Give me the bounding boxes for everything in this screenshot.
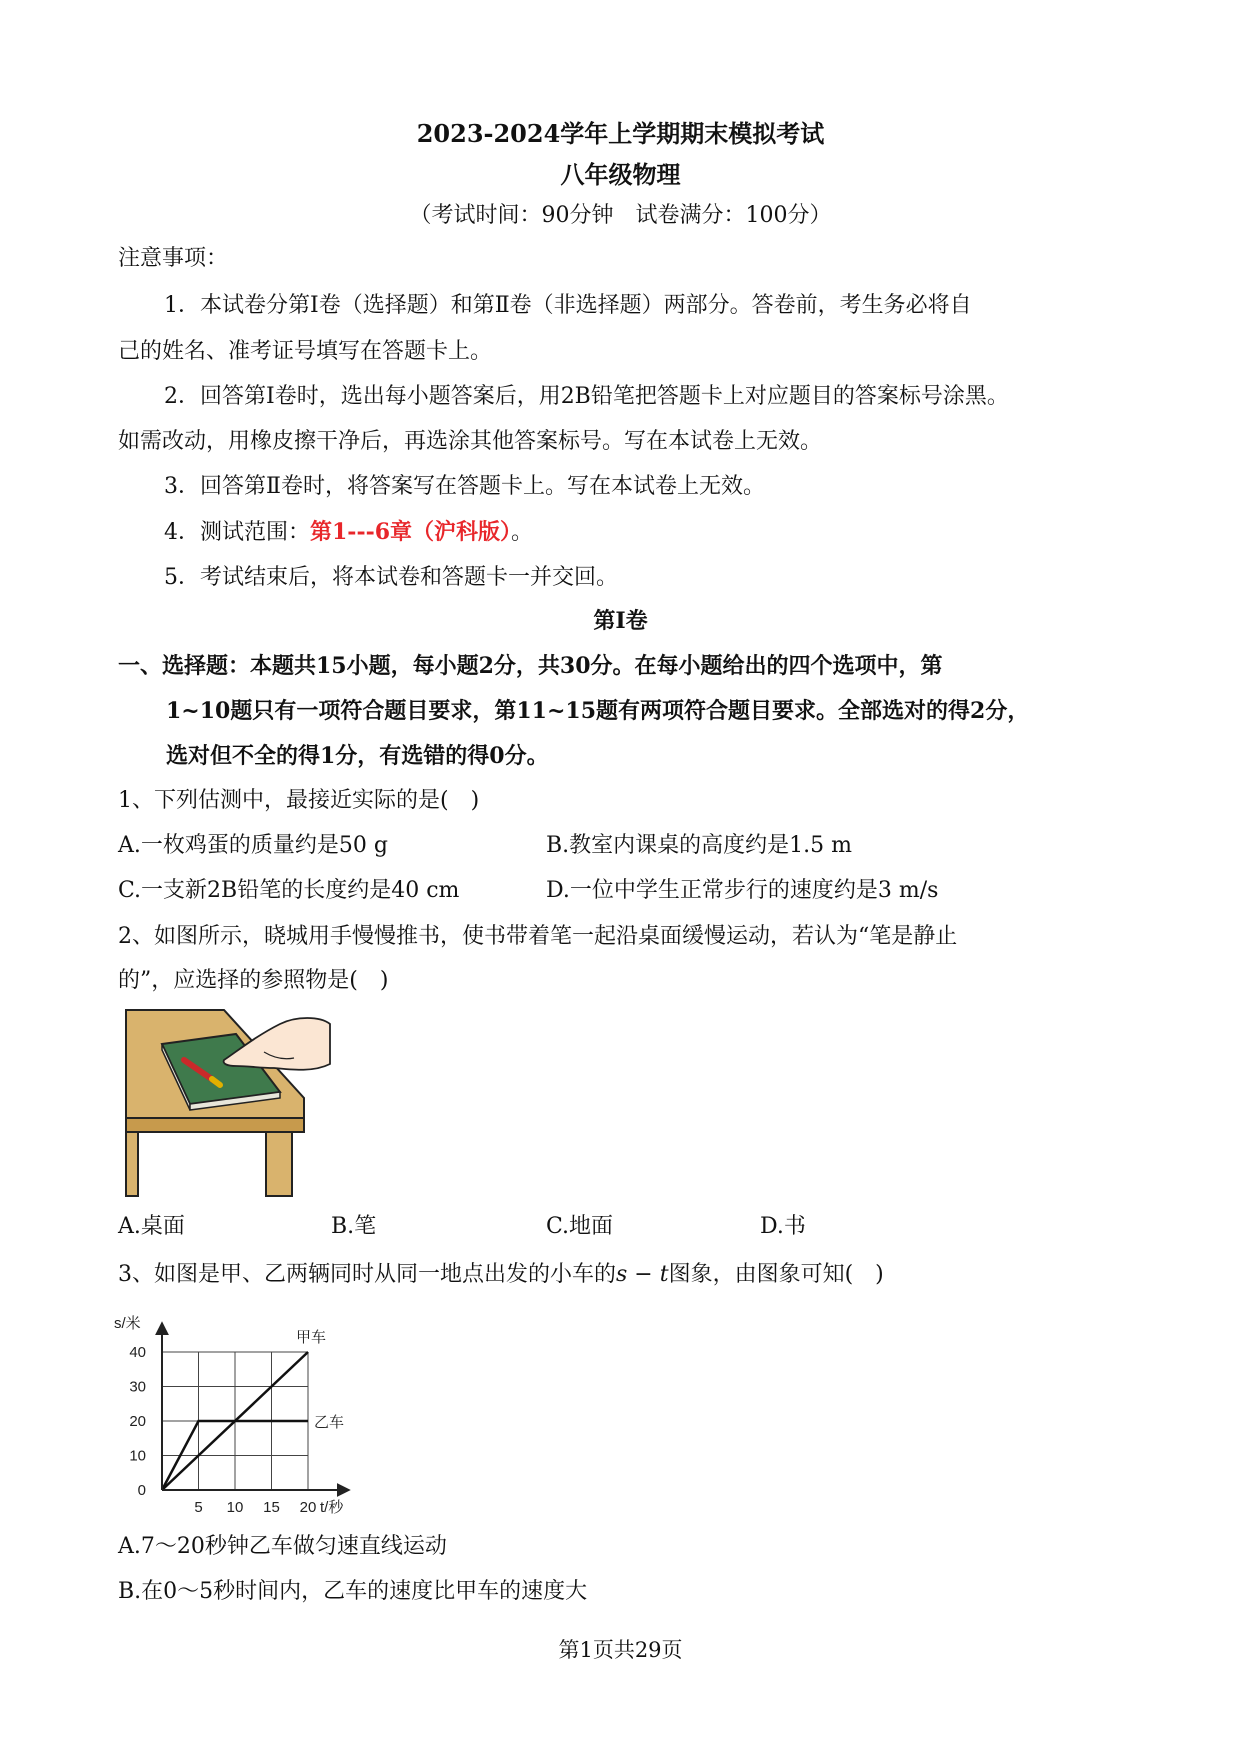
x-tick-label: 10 — [226, 1499, 244, 1516]
q3-stem-suffix: 图象，由图象可知( ) — [668, 1262, 884, 1287]
q1-stem: 1、下列估测中，最接近实际的是( ) — [118, 788, 480, 813]
q1-option-d: D.一位中学生正常步行的速度约是3 m/s — [546, 878, 939, 903]
x-tick-label: 15 — [263, 1499, 280, 1516]
q2-stem-line-1: 2、如图所示，晓城用手慢慢推书，使书带着笔一起沿桌面缓慢运动，若认为“笔是静止 — [118, 924, 958, 949]
y-tick-label: 10 — [129, 1447, 146, 1465]
section-instructions-1: 一、选择题：本题共15小题，每小题2分，共30分。在每小题给出的四个选项中，第 — [118, 653, 943, 679]
q2-option-d: D.书 — [760, 1214, 806, 1239]
note-2-line-2: 如需改动，用橡皮擦干净后，再选涂其他答案标号。写在本试卷上无效。 — [118, 429, 823, 454]
x-axis-label: t/秒 — [320, 1499, 344, 1516]
note-4-suffix: 。 — [511, 520, 534, 545]
y-tick-label: 30 — [129, 1378, 146, 1396]
q3-stem-prefix: 3、如图是甲、乙两辆同时从同一地点出发的小车的 — [118, 1262, 616, 1287]
note-4 — [164, 517, 533, 548]
q1-option-a: A.一枚鸡蛋的质量约是50 g — [118, 833, 388, 858]
q1-option-b: B.教室内课桌的高度约是1.5 m — [546, 833, 853, 858]
desk-book-pen-figure — [124, 1008, 334, 1198]
note-1-line-2: 己的姓名、准考证号填写在答题卡上。 — [118, 339, 493, 364]
note-1-line-1: 1．本试卷分第Ⅰ卷（选择题）和第Ⅱ卷（非选择题）两部分。答卷前，考生务必将自 — [164, 293, 972, 318]
q2-option-b: B.笔 — [331, 1214, 377, 1239]
x-tick-label: 5 — [194, 1499, 203, 1516]
x-tick-label: 20 — [299, 1499, 317, 1516]
note-3: 3．回答第Ⅱ卷时，将答案写在答题卡上。写在本试卷上无效。 — [164, 474, 765, 499]
note-5: 5．考试结束后，将本试卷和答题卡一并交回。 — [164, 565, 618, 590]
exam-info: （考试时间：90分钟 试卷满分：100分） — [409, 203, 832, 228]
series-label-2: 乙车 — [314, 1414, 345, 1431]
section-instructions-2: 1~10题只有一项符合题目要求，第11~15题有两项符合题目要求。全部选对的得2分， — [166, 698, 1030, 724]
q3-stem-math: s − t — [616, 1262, 669, 1287]
test-range: 第1---6章（沪科版） — [310, 519, 512, 545]
series-label-1: 甲车 — [296, 1329, 327, 1346]
y-axis-label: s/米 — [114, 1315, 141, 1332]
st-chart — [112, 1300, 402, 1522]
exam-title: 2023-2024学年上学期期末模拟考试 — [416, 119, 825, 148]
q3-option-a: A.7～20秒钟乙车做匀速直线运动 — [118, 1534, 447, 1559]
q2-option-a: A.桌面 — [118, 1214, 185, 1239]
y-tick-label: 40 — [129, 1344, 146, 1361]
page-number: 第1页共29页 — [558, 1638, 683, 1662]
y-tick-label: 0 — [137, 1482, 146, 1499]
note-2-line-1: 2．回答第Ⅰ卷时，选出每小题答案后，用2B铅笔把答题卡上对应题目的答案标号涂黑。 — [164, 384, 1009, 409]
notes-heading: 注意事项： — [118, 246, 229, 271]
section-title: 第Ⅰ卷 — [593, 608, 648, 634]
q3-option-b: B.在0～5秒时间内，乙车的速度比甲车的速度大 — [118, 1579, 588, 1604]
note-4-prefix: 4．测试范围： — [164, 520, 310, 545]
q1-option-c: C.一支新2B铅笔的长度约是40 cm — [118, 878, 460, 903]
q2-option-c: C.地面 — [546, 1214, 614, 1239]
q3-stem — [118, 1260, 884, 1290]
exam-subtitle: 八年级物理 — [560, 160, 681, 189]
section-instructions-3: 选对但不全的得1分，有选错的得0分。 — [166, 743, 549, 769]
q2-stem-line-2: 的”，应选择的参照物是( ) — [118, 968, 389, 993]
y-tick-label: 20 — [129, 1413, 146, 1430]
